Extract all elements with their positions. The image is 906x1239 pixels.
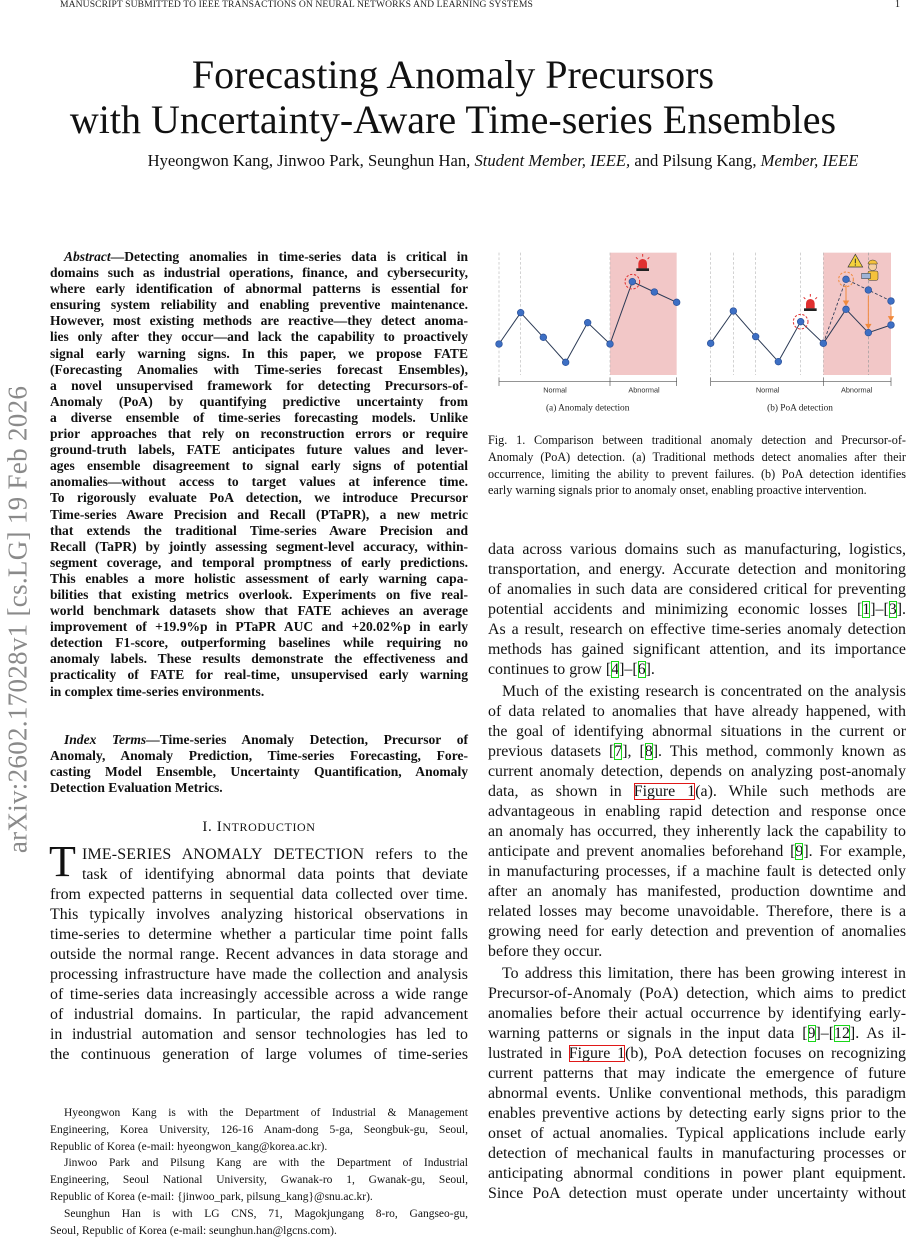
abnormal-region — [610, 253, 677, 375]
text-line: of data related to anomalies that have already happened, with — [488, 703, 906, 720]
text-run: potential accidents and minimizing economic losses [ — [488, 601, 863, 618]
paragraph — [50, 1206, 468, 1239]
text-line: advantageous in enabling rapid detection and response once — [488, 803, 906, 820]
text-line: prior approaches that rely on reconstruction errors or require — [50, 426, 468, 442]
text-line: in complex time-series environments. — [50, 683, 265, 699]
running-head: MANUSCRIPT SUBMITTED TO IEEE TRANSACTIONS ON NEURAL NETWORKS AND LEARNING SYSTEMS — [60, 0, 533, 10]
text-line: This enables a more holistic assessment of early warning capa- — [50, 570, 468, 586]
normal-label: Normal — [755, 385, 780, 395]
text-run: ]. This method, commonly known as — [652, 743, 906, 760]
data-point — [651, 289, 658, 296]
text-run: continues to grow [ — [488, 661, 612, 678]
text-run: ]–[ — [619, 661, 638, 678]
text-line: (Forecasting Anomalies with Time-series forecast Ensembles), — [50, 361, 468, 377]
page-number: 1 — [895, 0, 900, 10]
section-lead: Index Terms — [64, 732, 147, 747]
text-line: Republic of Korea (e-mail: hyeongwon_kang@korea.ac.kr). — [50, 1140, 328, 1153]
data-point — [496, 341, 503, 348]
text-line: a novel unsupervised framework for detecting Precursors-of- — [50, 377, 468, 393]
citation-link[interactable]: 6 — [637, 661, 646, 678]
text-line: casting Model Ensemble, Uncertainty Quantification, Anomaly — [50, 764, 468, 780]
citation-link[interactable]: 3 — [888, 601, 897, 618]
text-line: Anomaly (PoA) detection. (a) Traditional methods detect anomalies after their — [488, 449, 906, 464]
data-point — [888, 298, 895, 305]
text-line: anomalies—without access to target values at inference time. — [50, 474, 468, 490]
text-line: Hyeongwon Kang is with the Department of Industrial & Management — [64, 1107, 468, 1119]
paragraph — [488, 432, 906, 499]
text-line: the continuous generation of large volumes of time-series — [50, 1046, 468, 1063]
paper-title-line-1: Forecasting Anomaly Precursors — [191, 52, 715, 97]
text-line: detection of mechanical faults in manufacturing processes or — [488, 1145, 906, 1162]
data-point — [843, 306, 850, 313]
abstract — [50, 249, 468, 700]
text-line: Seoul, Republic of Korea (e-mail: seunghun.han@lgcns.com). — [50, 1224, 337, 1237]
text-line: occurrence, limiting the ability to prevent failures. (b) PoA detection identifies — [488, 466, 906, 481]
text-line: onset of actual anomalies. Typical applications include early — [488, 1125, 906, 1142]
text-line: outside the normal range. Recent advances in data storage and — [50, 946, 468, 963]
text-line: Engineering, Seoul National University, Gwanak-ro 1, Gwanak-gu, Seoul, — [50, 1174, 468, 1187]
text-line: task of identifying abnormal data points that deviate — [82, 866, 468, 883]
text-line: methods has gained significant attention, and its importance — [488, 641, 906, 658]
panel-b — [707, 253, 894, 414]
section-lead: Abstract — [64, 249, 111, 264]
figure-1 — [490, 240, 900, 420]
text-run: data, as shown in — [488, 783, 634, 800]
text-line: To address this limitation, there has been growing interest in — [502, 965, 906, 982]
text-line: Anomaly, Anomaly Prediction, Time-series Forecasting, Fore- — [50, 748, 468, 764]
citation-link[interactable]: 1 — [862, 601, 871, 618]
paragraph — [50, 249, 468, 700]
data-point — [607, 341, 614, 348]
text-line: world benchmark datasets show that FATE achieves an average — [50, 603, 468, 619]
paragraph — [50, 845, 468, 1065]
text-line: enables preventive actions by detecting early signs prior to the — [488, 1105, 906, 1122]
text-line: ensuring system reliability and enabling preventive maintenance. — [50, 297, 468, 313]
text-line — [488, 1044, 906, 1064]
text-line: improvement of +19.9%p in PTaPR AUC and +20.02%p in early — [50, 619, 468, 635]
citation-link[interactable]: 8 — [644, 743, 653, 760]
text-run: ]. — [645, 661, 655, 678]
citation-link[interactable]: 4 — [611, 661, 620, 678]
text-line: early warning signals prior to anomaly onset, enabling proactive intervention. — [488, 483, 867, 498]
text-line: current anomaly detection, depends on analyzing post-anomaly — [488, 763, 906, 780]
data-point — [865, 287, 872, 294]
intro-left-column — [50, 845, 468, 1067]
author-role: Student Member, IEEE, — [474, 151, 631, 170]
text-line — [488, 782, 906, 802]
abnormal-label: Abnormal — [840, 385, 873, 395]
text-line: Engineering, Korea University, 126-16 Anam-dong 5-ga, Seongbuk-gu, Seoul, — [50, 1123, 468, 1136]
text-line: anomalies before their actual occurrence by identifying early- — [488, 1005, 906, 1022]
footnotes — [50, 1105, 468, 1239]
text-run: ]–[ — [870, 601, 889, 618]
text-line: ages ensemble disagreement to signal early signs of potential — [50, 458, 468, 474]
paper-title-line-2: with Uncertainty-Aware Time-series Ensembles — [69, 97, 837, 142]
text-line: anomaly labels. These results demonstrate the effectiveness and — [50, 651, 468, 667]
section-title-rest: NTRODUCTION — [222, 820, 316, 834]
text-line: To rigorously evaluate PoA detection, we introduce Precursor — [50, 490, 468, 506]
text-line — [488, 1024, 906, 1044]
text-run: anticipate and prevent anomalies beforehand [ — [488, 843, 796, 860]
citation-link[interactable]: 12 — [834, 1025, 850, 1042]
text-line — [488, 742, 906, 762]
intro-right-column — [488, 540, 906, 1206]
figure-caption — [488, 432, 906, 499]
abnormal-label: Abnormal — [628, 385, 660, 395]
section-heading — [50, 819, 468, 836]
text-line: in industrial automation and sensor technologies has led to — [50, 1026, 468, 1043]
subfigure-caption: (a) Anomaly detection — [545, 403, 630, 414]
text-line: This typically involves analyzing historical observations in — [50, 906, 468, 923]
text-line: Recall (TaPR) by jointly assessing segment-level accuracy, within- — [50, 538, 468, 554]
figure-link[interactable]: Figure 1 — [568, 1045, 626, 1062]
paragraph — [50, 732, 468, 796]
text-line: in manufacturing processes, if a machine fault is detected only — [488, 863, 906, 880]
data-point — [865, 329, 872, 336]
text-run: ]. As il- — [849, 1025, 906, 1042]
text-line: signal early warning signs. In this paper, we propose FATE — [50, 345, 468, 361]
text-line: domains such as industrial operations, finance, and cybersecurity, — [50, 265, 468, 281]
text-line: of anomalies in such data are considered critical for preventing — [488, 581, 906, 598]
text-line: current patterns that may indicate the emergence of future — [488, 1065, 906, 1082]
text-line: However, most existing methods are reactive—they detect anoma- — [50, 313, 468, 329]
text-line: segment coverage, and temporal promptness of early predictions. — [50, 554, 468, 570]
text-line: a diverse ensemble of time-series forecasting models. Unlike — [50, 409, 468, 425]
text-line: from expected patterns in sequential data collected over time. — [50, 886, 468, 903]
text-line — [50, 732, 468, 748]
text-line: before they occur. — [488, 943, 603, 960]
text-line: where early identification of abnormal patterns is essential for — [50, 281, 468, 297]
drop-cap: T — [49, 837, 76, 886]
section-number: I. — [202, 819, 217, 835]
data-point — [517, 309, 524, 316]
alarm-icon — [804, 294, 817, 311]
text-line: Precursor-of-Anomaly (PoA) detection, which aims to predict — [488, 985, 906, 1002]
text-run: ]. For example, — [803, 843, 906, 860]
text-run: lustrated in — [488, 1045, 569, 1062]
author-role: Member, IEEE — [760, 151, 859, 170]
author-names: and Pilsung Kang, — [630, 151, 761, 170]
text-line: IME-SERIES ANOMALY DETECTION refers to the — [82, 846, 468, 863]
paragraph — [488, 540, 906, 680]
data-point — [584, 319, 591, 326]
text-line: related losses may become unavoidable. Therefore, there is a — [488, 903, 906, 920]
citation-link[interactable]: 9 — [807, 1025, 816, 1042]
figure-link[interactable]: Figure 1 — [633, 783, 696, 800]
text-run: ]–[ — [815, 1025, 835, 1042]
text-line: anticipating abnormal conditions in power plant equipment. — [488, 1165, 906, 1182]
text-line — [488, 660, 906, 680]
text-run: warning patterns or signals in the input data [ — [488, 1025, 808, 1042]
text-line: Seunghun Han is with LG CNS, 71, Magokjungang 8-ro, Gangseo-gu, — [64, 1207, 468, 1220]
paragraph — [50, 1155, 468, 1205]
text-line: transportation, and energy. Accurate detection and monitoring — [488, 561, 906, 578]
text-line: of time-series data increasingly accessible across a wide range — [50, 986, 468, 1003]
text-run: previous datasets [ — [488, 743, 615, 760]
data-point — [673, 299, 680, 306]
data-point — [843, 276, 850, 283]
text-run: ]. — [896, 601, 906, 618]
data-point — [797, 318, 804, 325]
text-line: Time-series Aware Precision and Recall (PTaPR), a new metric — [50, 506, 468, 522]
text-line — [488, 842, 906, 862]
index-terms — [50, 732, 468, 796]
citation-link[interactable]: 7 — [614, 743, 623, 760]
paragraph — [488, 964, 906, 1204]
text-line: Jinwoo Park and Pilsung Kang are with the Department of Industrial — [64, 1157, 468, 1170]
text-line — [488, 600, 906, 620]
text-line: data across various domains such as manufacturing, logistics, — [488, 541, 906, 558]
author-names: Hyeongwon Kang, Jinwoo Park, Seunghun Han, — [147, 151, 475, 170]
text-run: (b), PoA detection focuses on recognizing — [625, 1045, 906, 1062]
data-point — [707, 340, 714, 347]
data-point — [752, 333, 759, 340]
text-line: that extends the traditional Time-series Aware Precision and — [50, 522, 468, 538]
data-point — [540, 334, 547, 341]
text-line — [50, 249, 468, 265]
data-point — [730, 308, 737, 315]
text-line: Since PoA detection must operate under uncertainty without — [488, 1185, 906, 1202]
text-line: after an anomaly has manifested, production downtime and — [488, 883, 906, 900]
paragraph — [488, 682, 906, 962]
text-run: —Time-series Anomaly Detection, Precursor of — [146, 732, 468, 747]
text-line: Anomaly (PoA) by quantifying predictive uncertainty from — [50, 393, 468, 409]
text-line: an anomaly has occurred, they inherently lack the capability to — [488, 823, 906, 840]
text-run: —Detecting anomalies in time-series data is critical in — [110, 249, 468, 264]
text-line: lies only after they occur—and lack the capability to proactively — [50, 329, 468, 345]
section-title-initial: I — [216, 819, 223, 835]
text-run: ], [ — [622, 743, 645, 760]
text-line: growing need for early detection and prevention of anomalies — [488, 923, 906, 940]
text-line: Much of the existing research is concentrated on the analysis — [502, 683, 906, 700]
subfigure-caption: (b) PoA detection — [767, 403, 833, 414]
text-line: Fig. 1. Comparison between traditional anomaly detection and Precursor-of- — [488, 433, 906, 447]
data-point — [562, 359, 569, 366]
data-point — [888, 322, 895, 329]
data-point — [629, 278, 636, 285]
text-line: abnormal events. Unlike conventional methods, this paradigm — [488, 1085, 906, 1102]
text-line: ground-truth labels, FATE anticipates future values and lever- — [50, 442, 468, 458]
text-line: of industrial domains. In particular, the rapid advancement — [50, 1006, 468, 1023]
data-point — [775, 358, 782, 365]
text-line: bilities that existing metrics overlook. Experiments on five real- — [50, 586, 468, 602]
panel-a — [496, 253, 680, 414]
data-point — [820, 340, 827, 347]
text-line: detection F1-score, outperforming baselines while requiring no — [50, 635, 468, 651]
citation-link[interactable]: 9 — [795, 843, 804, 860]
text-line: Republic of Korea (e-mail: {jinwoo_park, pilsung_kang}@snu.ac.kr). — [50, 1190, 373, 1203]
text-line: processing infrastructure have made the collection and analysis — [50, 966, 468, 983]
text-run: (a). While such methods are — [695, 783, 906, 800]
text-line: the goal of identifying abnormal situations in the current or — [488, 723, 906, 740]
text-line: Detection Evaluation Metrics. — [50, 780, 223, 796]
paragraph — [50, 1105, 468, 1155]
normal-label: Normal — [543, 385, 567, 395]
text-line: As a result, research on effective time-series anomaly detection — [488, 621, 906, 638]
arxiv-watermark: arXiv:2602.17028v1 [cs.LG] 19 Feb 2026 — [2, 385, 33, 854]
text-line: practicality of FATE for real-time, unsupervised early warning — [50, 667, 468, 683]
text-line: time-series to determine whether a particular time point falls — [50, 926, 468, 943]
author-list — [0, 151, 906, 171]
